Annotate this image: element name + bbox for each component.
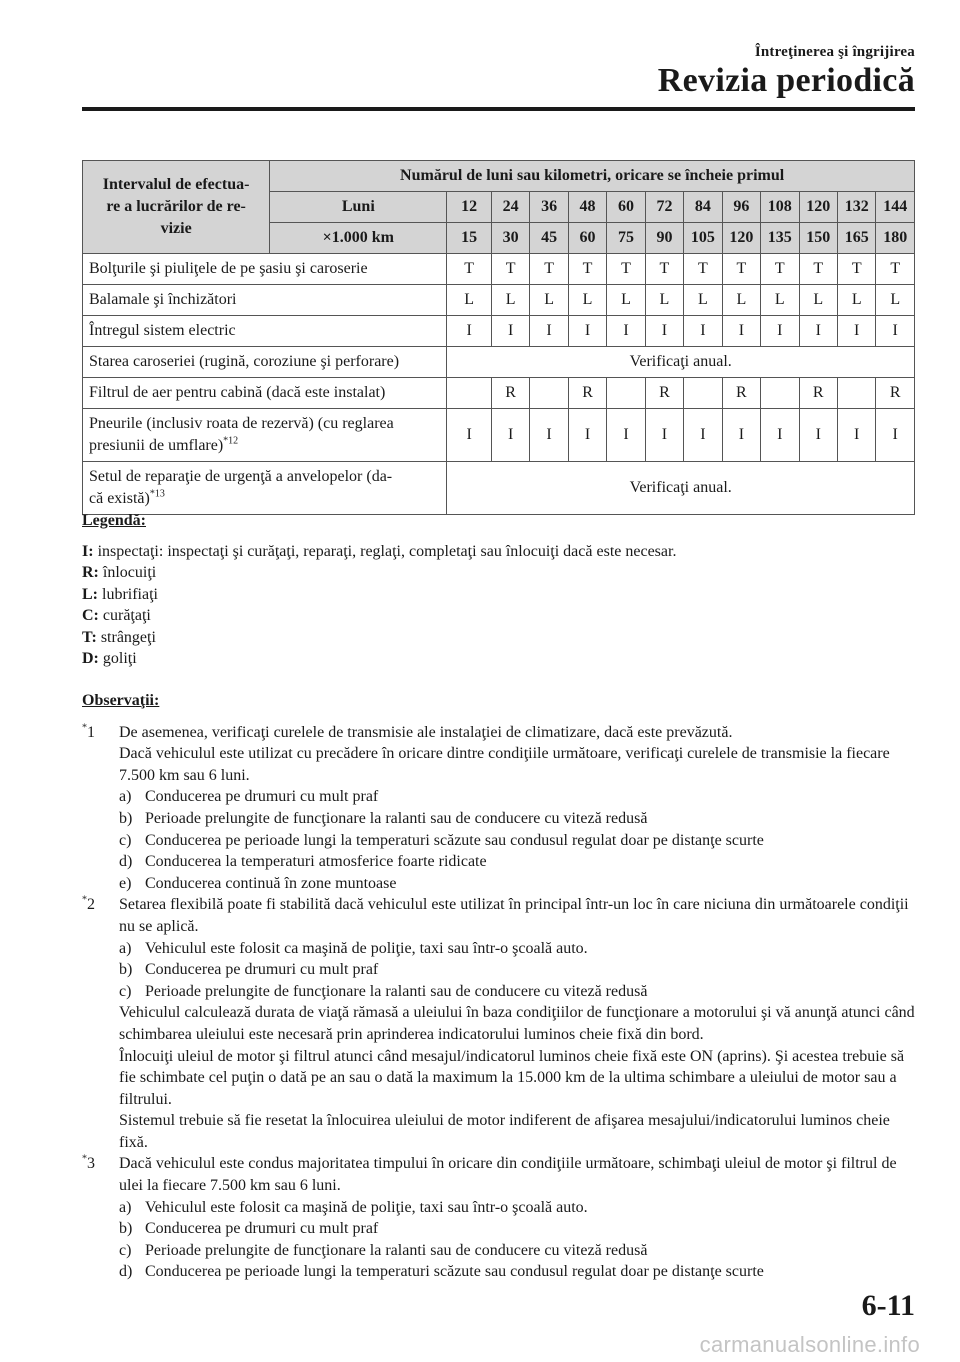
note-subitem bbox=[119, 959, 915, 981]
item-cell bbox=[83, 285, 447, 316]
value-cell: I bbox=[568, 409, 606, 462]
item-line bbox=[89, 488, 440, 510]
interval-header-cell bbox=[83, 161, 270, 254]
legend-text: lubrifiaţi bbox=[102, 585, 158, 603]
header-rule bbox=[82, 107, 915, 111]
legend-item bbox=[82, 562, 915, 584]
value-cell: I bbox=[607, 409, 645, 462]
value-cell: I bbox=[645, 409, 683, 462]
value-cell: I bbox=[761, 316, 799, 347]
item-cell bbox=[83, 316, 447, 347]
value-cell: I bbox=[447, 316, 492, 347]
note-subitem bbox=[119, 808, 915, 830]
note-item bbox=[82, 1153, 915, 1283]
month-cell: 36 bbox=[530, 192, 568, 223]
value-cell bbox=[837, 378, 875, 409]
km-cell: 30 bbox=[491, 223, 529, 254]
item-line: Pneurile (inclusiv roata de rezervă) (cu reglarea bbox=[89, 415, 394, 432]
legend-list bbox=[82, 541, 915, 670]
note-subitem bbox=[119, 1197, 915, 1219]
table-row bbox=[83, 316, 915, 347]
legend-key: T: bbox=[82, 628, 97, 646]
note-subitem-letter: d) bbox=[119, 853, 133, 871]
note-line: Setarea flexibilă poate fi stabilită dacă vehiculul este utilizat în principal într-un loc în care niciuna din următoarele condiţii nu se aplică. bbox=[119, 896, 909, 935]
value-cell: I bbox=[530, 409, 568, 462]
value-cell: I bbox=[491, 409, 529, 462]
note-subitem-letter: b) bbox=[119, 1220, 133, 1238]
note-subitem-letter: b) bbox=[119, 961, 133, 979]
note-subitem-text: Perioade prelungite de funcţionare la ralanti sau de conducere cu viteză redusă bbox=[145, 982, 648, 1000]
legend-key: R: bbox=[82, 564, 99, 581]
notes-list bbox=[82, 722, 915, 1283]
value-cell bbox=[761, 378, 799, 409]
km-cell: 165 bbox=[837, 223, 875, 254]
note-subitem-text: Conducerea pe drumuri cu mult praf bbox=[145, 788, 379, 806]
value-cell: I bbox=[568, 316, 606, 347]
legend-key: L: bbox=[82, 585, 98, 603]
value-cell: T bbox=[876, 254, 915, 285]
month-cell: 24 bbox=[491, 192, 529, 223]
item-cell bbox=[83, 462, 447, 515]
note-line: Sistemul trebuie să fie resetat la înlocuirea uleiului de motor indiferent de afişarea mesajului/indicatorului luminos cheie fixă. bbox=[119, 1112, 890, 1151]
item-cell bbox=[83, 378, 447, 409]
item-cell bbox=[83, 347, 447, 378]
legend-text: înlocuiţi bbox=[102, 564, 157, 581]
note-subitem-letter: b) bbox=[119, 809, 133, 827]
notes bbox=[82, 690, 915, 1283]
month-cell: 72 bbox=[645, 192, 683, 223]
value-cell: L bbox=[607, 285, 645, 316]
value-cell: I bbox=[607, 316, 645, 347]
footnote-ref: *13 bbox=[149, 488, 165, 500]
item-text: Bolţurile şi piuliţele de pe şasiu şi caroserie bbox=[89, 260, 368, 277]
km-cell: 105 bbox=[684, 223, 722, 254]
month-cell: 108 bbox=[761, 192, 799, 223]
month-cell: 144 bbox=[876, 192, 915, 223]
note-subitem-text: Conducerea pe drumuri cu mult praf bbox=[145, 961, 379, 979]
note-subitem-letter: c) bbox=[119, 1241, 132, 1259]
note-subitem-letter: c) bbox=[119, 982, 132, 1000]
item-line bbox=[89, 435, 440, 457]
note-subitem-letter: c) bbox=[119, 831, 132, 849]
note-subitem bbox=[119, 981, 915, 1003]
note-subitem-text: Conducerea pe drumuri cu mult praf bbox=[145, 1220, 379, 1238]
value-cell: I bbox=[761, 409, 799, 462]
section-title: Întreţinerea şi îngrijirea bbox=[754, 44, 915, 60]
value-cell: I bbox=[491, 316, 529, 347]
note-item bbox=[82, 722, 915, 895]
note-number-value: 1 bbox=[87, 723, 95, 741]
note-star: * bbox=[82, 1154, 87, 1166]
note-subitem-letter: a) bbox=[119, 939, 132, 957]
value-cell: R bbox=[568, 378, 606, 409]
value-cell: T bbox=[607, 254, 645, 285]
note-number bbox=[82, 894, 95, 916]
value-cell bbox=[530, 378, 568, 409]
value-cell: T bbox=[530, 254, 568, 285]
value-cell: I bbox=[447, 409, 492, 462]
note-subitem-letter: d) bbox=[119, 1263, 133, 1281]
month-cell: 132 bbox=[837, 192, 875, 223]
value-cell bbox=[684, 378, 722, 409]
item-text: Filtrul de aer pentru cabină (dacă este instalat) bbox=[89, 384, 386, 401]
note-subitem-text: Vehiculul este folosit ca maşină de poliţie, taxi sau într-o şcoală auto. bbox=[145, 939, 588, 957]
value-cell: T bbox=[645, 254, 683, 285]
legend-key: C: bbox=[82, 607, 99, 624]
month-cell: 48 bbox=[568, 192, 606, 223]
value-cell: T bbox=[761, 254, 799, 285]
maintenance-schedule-table bbox=[82, 160, 915, 515]
legend-item bbox=[82, 648, 915, 670]
value-cell: R bbox=[491, 378, 529, 409]
note-subitem-text: Perioade prelungite de funcţionare la ralanti sau de conducere cu viteză redusă bbox=[145, 809, 648, 827]
km-cell: 45 bbox=[530, 223, 568, 254]
span-cell: Verificaţi anual. bbox=[447, 347, 915, 378]
value-cell: L bbox=[530, 285, 568, 316]
month-cell: 84 bbox=[684, 192, 722, 223]
note-line: Vehiculul calculează durata de viaţă rămasă a uleiului în baza condiţiilor de funcţionare a motorului şi vă anunţă atunci când schimbarea uleiului este necesară prin aprinderea indicatorului luminos cheie fixă din bord. bbox=[119, 1004, 915, 1043]
span-header-cell: Numărul de luni sau kilometri, oricare se încheie primul bbox=[270, 161, 915, 192]
value-cell: I bbox=[837, 316, 875, 347]
legend-title: Legendă: bbox=[82, 512, 146, 529]
value-cell: T bbox=[568, 254, 606, 285]
km-cell: 135 bbox=[761, 223, 799, 254]
value-cell: R bbox=[799, 378, 837, 409]
legend-item bbox=[82, 605, 915, 627]
note-line: Înlocuiţi uleiul de motor şi filtrul atunci când mesajul/indicatorul luminos cheie fixă este ON (aprins). Şi acestea trebuie să fie schimbate cel puţin o dată pe an sau o dată la maximum la 15.000 km de la ultima schimbare a uleiului de motor sau a filtrului. bbox=[119, 1047, 905, 1108]
note-subitem bbox=[119, 938, 915, 960]
note-subitem-text: Conducerea pe perioade lungi la temperaturi scăzute sau condusul regulat doar pe distanţe scurte bbox=[145, 831, 764, 849]
watermark: carmanualsonline.info bbox=[699, 1332, 920, 1357]
legend-item bbox=[82, 627, 915, 649]
page-number: 6-11 bbox=[861, 1289, 915, 1322]
legend-item bbox=[82, 541, 915, 563]
value-cell: L bbox=[447, 285, 492, 316]
footnote-ref: *12 bbox=[223, 435, 239, 447]
value-cell: R bbox=[645, 378, 683, 409]
note-number bbox=[82, 1153, 95, 1175]
month-cell: 12 bbox=[447, 192, 492, 223]
item-text: Starea caroseriei (rugină, coroziune şi perforare) bbox=[89, 353, 400, 370]
item-cell bbox=[83, 409, 447, 462]
month-cell: 60 bbox=[607, 192, 645, 223]
note-subitem-text: Conducerea pe perioade lungi la temperaturi scăzute sau condusul regulat doar pe distanţe scurte bbox=[145, 1263, 764, 1281]
legend-text: curăţaţi bbox=[102, 607, 151, 624]
note-item bbox=[82, 894, 915, 1153]
value-cell bbox=[447, 378, 492, 409]
note-subitem bbox=[119, 1261, 915, 1283]
note-number-value: 2 bbox=[87, 896, 95, 914]
month-cell: 96 bbox=[722, 192, 760, 223]
value-cell: L bbox=[722, 285, 760, 316]
note-subitem-text: Conducerea continuă în zone muntoase bbox=[145, 874, 397, 892]
km-cell: 15 bbox=[447, 223, 492, 254]
interval-header-line: Intervalul de efectua- bbox=[102, 176, 250, 193]
km-cell: 150 bbox=[799, 223, 837, 254]
item-text: Întregul sistem electric bbox=[89, 322, 236, 339]
value-cell: L bbox=[837, 285, 875, 316]
note-subitem bbox=[119, 830, 915, 852]
km-label-cell: ×1.000 km bbox=[270, 223, 447, 254]
value-cell: T bbox=[447, 254, 492, 285]
note-star: * bbox=[82, 722, 87, 734]
note-line: Dacă vehiculul este condus majoritatea timpului în oricare din condiţiile următoare, schimbaţi uleiul de motor şi filtrul de ulei la fiecare 7.500 km sau 6 luni. bbox=[119, 1155, 897, 1195]
note-subitem-text: Conducerea la temperaturi atmosferice foarte ridicate bbox=[145, 853, 487, 871]
value-cell: T bbox=[837, 254, 875, 285]
table-row bbox=[83, 462, 915, 515]
interval-header-line: re a lucrărilor de re- bbox=[106, 198, 246, 215]
km-cell: 75 bbox=[607, 223, 645, 254]
note-line: De asemenea, verificaţi curelele de transmisie ale instalaţiei de climatizare, dacă este prevăzută. bbox=[119, 723, 733, 741]
note-subitem-letter: a) bbox=[119, 1198, 132, 1216]
span-cell: Verificaţi anual. bbox=[447, 462, 915, 515]
value-cell: T bbox=[799, 254, 837, 285]
value-cell: I bbox=[837, 409, 875, 462]
value-cell: I bbox=[530, 316, 568, 347]
legend-item bbox=[82, 584, 915, 606]
table-row bbox=[83, 285, 915, 316]
legend-text: strângeţi bbox=[100, 628, 156, 646]
item-cell bbox=[83, 254, 447, 285]
note-number-value: 3 bbox=[87, 1155, 95, 1173]
note-star: * bbox=[82, 895, 87, 907]
value-cell: L bbox=[645, 285, 683, 316]
value-cell: I bbox=[799, 409, 837, 462]
note-subitem-letter: e) bbox=[119, 874, 132, 892]
value-cell: T bbox=[684, 254, 722, 285]
note-subitem bbox=[119, 873, 915, 895]
table-row bbox=[83, 347, 915, 378]
value-cell: L bbox=[491, 285, 529, 316]
table-row bbox=[83, 409, 915, 462]
value-cell: R bbox=[722, 378, 760, 409]
table-row bbox=[83, 254, 915, 285]
km-cell: 90 bbox=[645, 223, 683, 254]
value-cell: I bbox=[876, 409, 915, 462]
note-line: Dacă vehiculul este utilizat cu precădere în oricare dintre condiţiile următoare, verificaţi curelele de transmisie la fiecare 7.500 km sau 6 luni. bbox=[119, 745, 890, 784]
legend-text: inspectaţi: inspectaţi şi curăţaţi, reparaţi, reglaţi, completaţi sau înlocuiţi dacă este necesar. bbox=[97, 542, 677, 560]
value-cell: I bbox=[684, 409, 722, 462]
page-title: Revizia periodică bbox=[657, 62, 915, 99]
value-cell: L bbox=[568, 285, 606, 316]
note-number bbox=[82, 722, 95, 744]
value-cell bbox=[607, 378, 645, 409]
note-subitem-text: Perioade prelungite de funcţionare la ralanti sau de conducere cu viteză redusă bbox=[145, 1241, 648, 1259]
legend-text: goliţi bbox=[102, 650, 137, 667]
km-cell: 180 bbox=[876, 223, 915, 254]
value-cell: I bbox=[799, 316, 837, 347]
km-cell: 60 bbox=[568, 223, 606, 254]
value-cell: I bbox=[684, 316, 722, 347]
note-subitem bbox=[119, 1240, 915, 1262]
item-line: Setul de reparaţie de urgenţă a anvelopelor (da- bbox=[89, 468, 393, 485]
value-cell: L bbox=[876, 285, 915, 316]
item-line-text: presiunii de umflare) bbox=[89, 437, 224, 454]
item-text: Balamale şi închizători bbox=[89, 291, 237, 308]
table-row bbox=[83, 378, 915, 409]
km-cell: 120 bbox=[722, 223, 760, 254]
item-line-text: că există) bbox=[89, 490, 150, 507]
legend bbox=[82, 510, 915, 670]
value-cell: I bbox=[722, 409, 760, 462]
value-cell: T bbox=[491, 254, 529, 285]
note-subitem bbox=[119, 786, 915, 808]
value-cell: I bbox=[722, 316, 760, 347]
legend-key: I: bbox=[82, 542, 94, 560]
value-cell: I bbox=[876, 316, 915, 347]
value-cell: I bbox=[645, 316, 683, 347]
legend-key: D: bbox=[82, 650, 99, 667]
note-subitem-text: Vehiculul este folosit ca maşină de poliţie, taxi sau într-o şcoală auto. bbox=[145, 1198, 588, 1216]
value-cell: T bbox=[722, 254, 760, 285]
value-cell: R bbox=[876, 378, 915, 409]
value-cell: L bbox=[761, 285, 799, 316]
value-cell: L bbox=[799, 285, 837, 316]
note-subitem bbox=[119, 1218, 915, 1240]
value-cell: L bbox=[684, 285, 722, 316]
month-cell: 120 bbox=[799, 192, 837, 223]
notes-title: Observaţii: bbox=[82, 692, 160, 709]
months-label-cell: Luni bbox=[270, 192, 447, 223]
interval-header-line: vizie bbox=[160, 220, 192, 237]
note-subitem-letter: a) bbox=[119, 788, 132, 806]
note-subitem bbox=[119, 851, 915, 873]
